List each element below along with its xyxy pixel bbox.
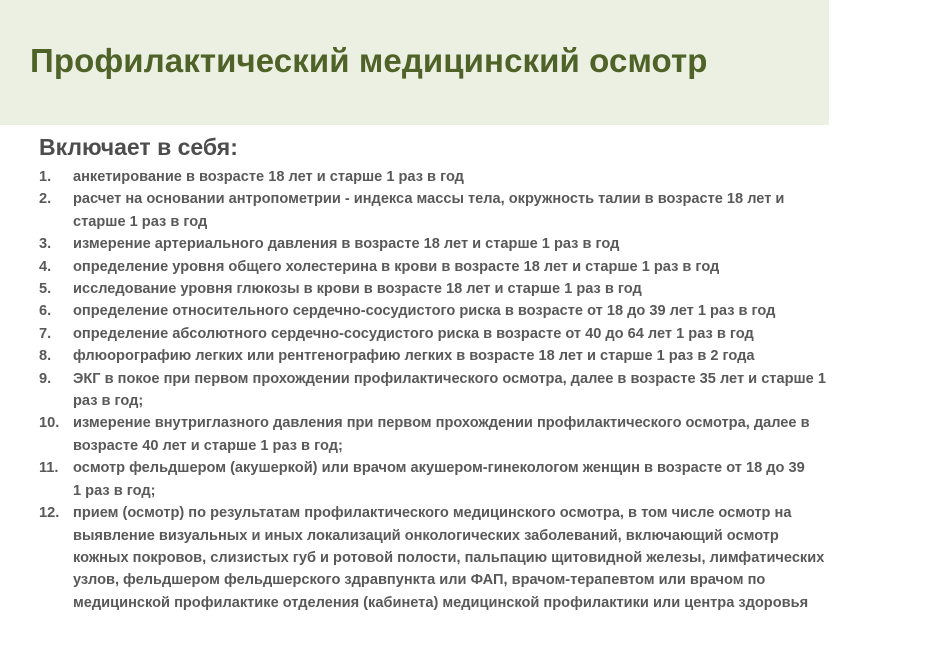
list-item [39, 233, 919, 255]
item-number: 11. [39, 460, 59, 477]
item-number: 1. [39, 169, 52, 185]
item-number: 9. [39, 370, 52, 387]
exam-items-list [39, 166, 919, 614]
list-item [39, 345, 919, 367]
title-band [0, 0, 829, 125]
item-text: флюорографию легких или рентгенографию легких в возрасте 18 лет и старше 1 раз в 2 года [73, 348, 755, 365]
list-item [39, 300, 919, 322]
list-item [39, 502, 919, 614]
slide-title: Профилактический медицинский осмотр [30, 42, 708, 79]
list-item [39, 412, 919, 457]
list-item [39, 457, 919, 502]
list-item [39, 188, 919, 233]
item-text: анкетирование в возрасте 18 лет и старше 1 раз в год [73, 169, 464, 185]
item-text: прием (осмотр) по результатам профилактического медицинского осмотра, в том числе осмотр на выявление визуальных и иных локализаций онкологических заболеваний, включающий осмотр кожных покровов, слизистых губ и ротовой полости, пальпацию щитовидной железы, лимфатических узлов, фельдшером фельдшерского здравпункта или ФАП, врачом-терапевтом или врачом по медицинской профилактике отделения (кабинета) медицинской профилактики или центра здоровья [73, 505, 825, 611]
item-number: 5. [39, 281, 52, 298]
list-item [39, 166, 919, 188]
item-text: определение уровня общего холестерина в крови в возрасте 18 лет и старше 1 раз в год [73, 258, 720, 275]
item-text: расчет на основании антропометрии - индекса массы тела, окружность талии в возрасте 18 лет и старше 1 раз в год [73, 191, 785, 230]
item-number: 2. [39, 191, 52, 208]
item-number: 6. [39, 303, 52, 320]
item-number: 3. [39, 236, 52, 253]
item-number: 8. [39, 348, 52, 365]
item-text: определение абсолютного сердечно-сосудистого риска в возрасте от 40 до 64 лет 1 раз в год [73, 325, 754, 342]
item-text: измерение артериального давления в возрасте 18 лет и старше 1 раз в год [73, 236, 620, 253]
item-number: 7. [39, 325, 52, 342]
item-text: измерение внутриглазного давления при первом прохождении профилактического осмотра, далее в возрасте 40 лет и старше 1 раз в год; [73, 415, 810, 454]
list-item [39, 368, 919, 413]
list-item [39, 278, 919, 300]
item-text: определение относительного сердечно-сосудистого риска в возрасте от 18 до 39 лет 1 раз в год [73, 303, 776, 320]
item-text: ЭКГ в покое при первом прохождении профилактического осмотра, далее в возрасте 35 лет и старше 1 раз в год; [73, 370, 826, 410]
item-text: исследование уровня глюкозы в крови в возрасте 18 лет и старше 1 раз в год [73, 281, 642, 298]
slide-subtitle: Включает в себя: [39, 134, 238, 160]
list-item [39, 256, 919, 278]
item-number: 12. [39, 505, 60, 522]
list-item [39, 323, 919, 345]
item-text: осмотр фельдшером (акушеркой) или врачом акушером-гинекологом женщин в возрасте от 18 до 39 1 раз в год; [73, 460, 805, 499]
item-number: 4. [39, 258, 52, 275]
item-number: 10. [39, 415, 60, 432]
